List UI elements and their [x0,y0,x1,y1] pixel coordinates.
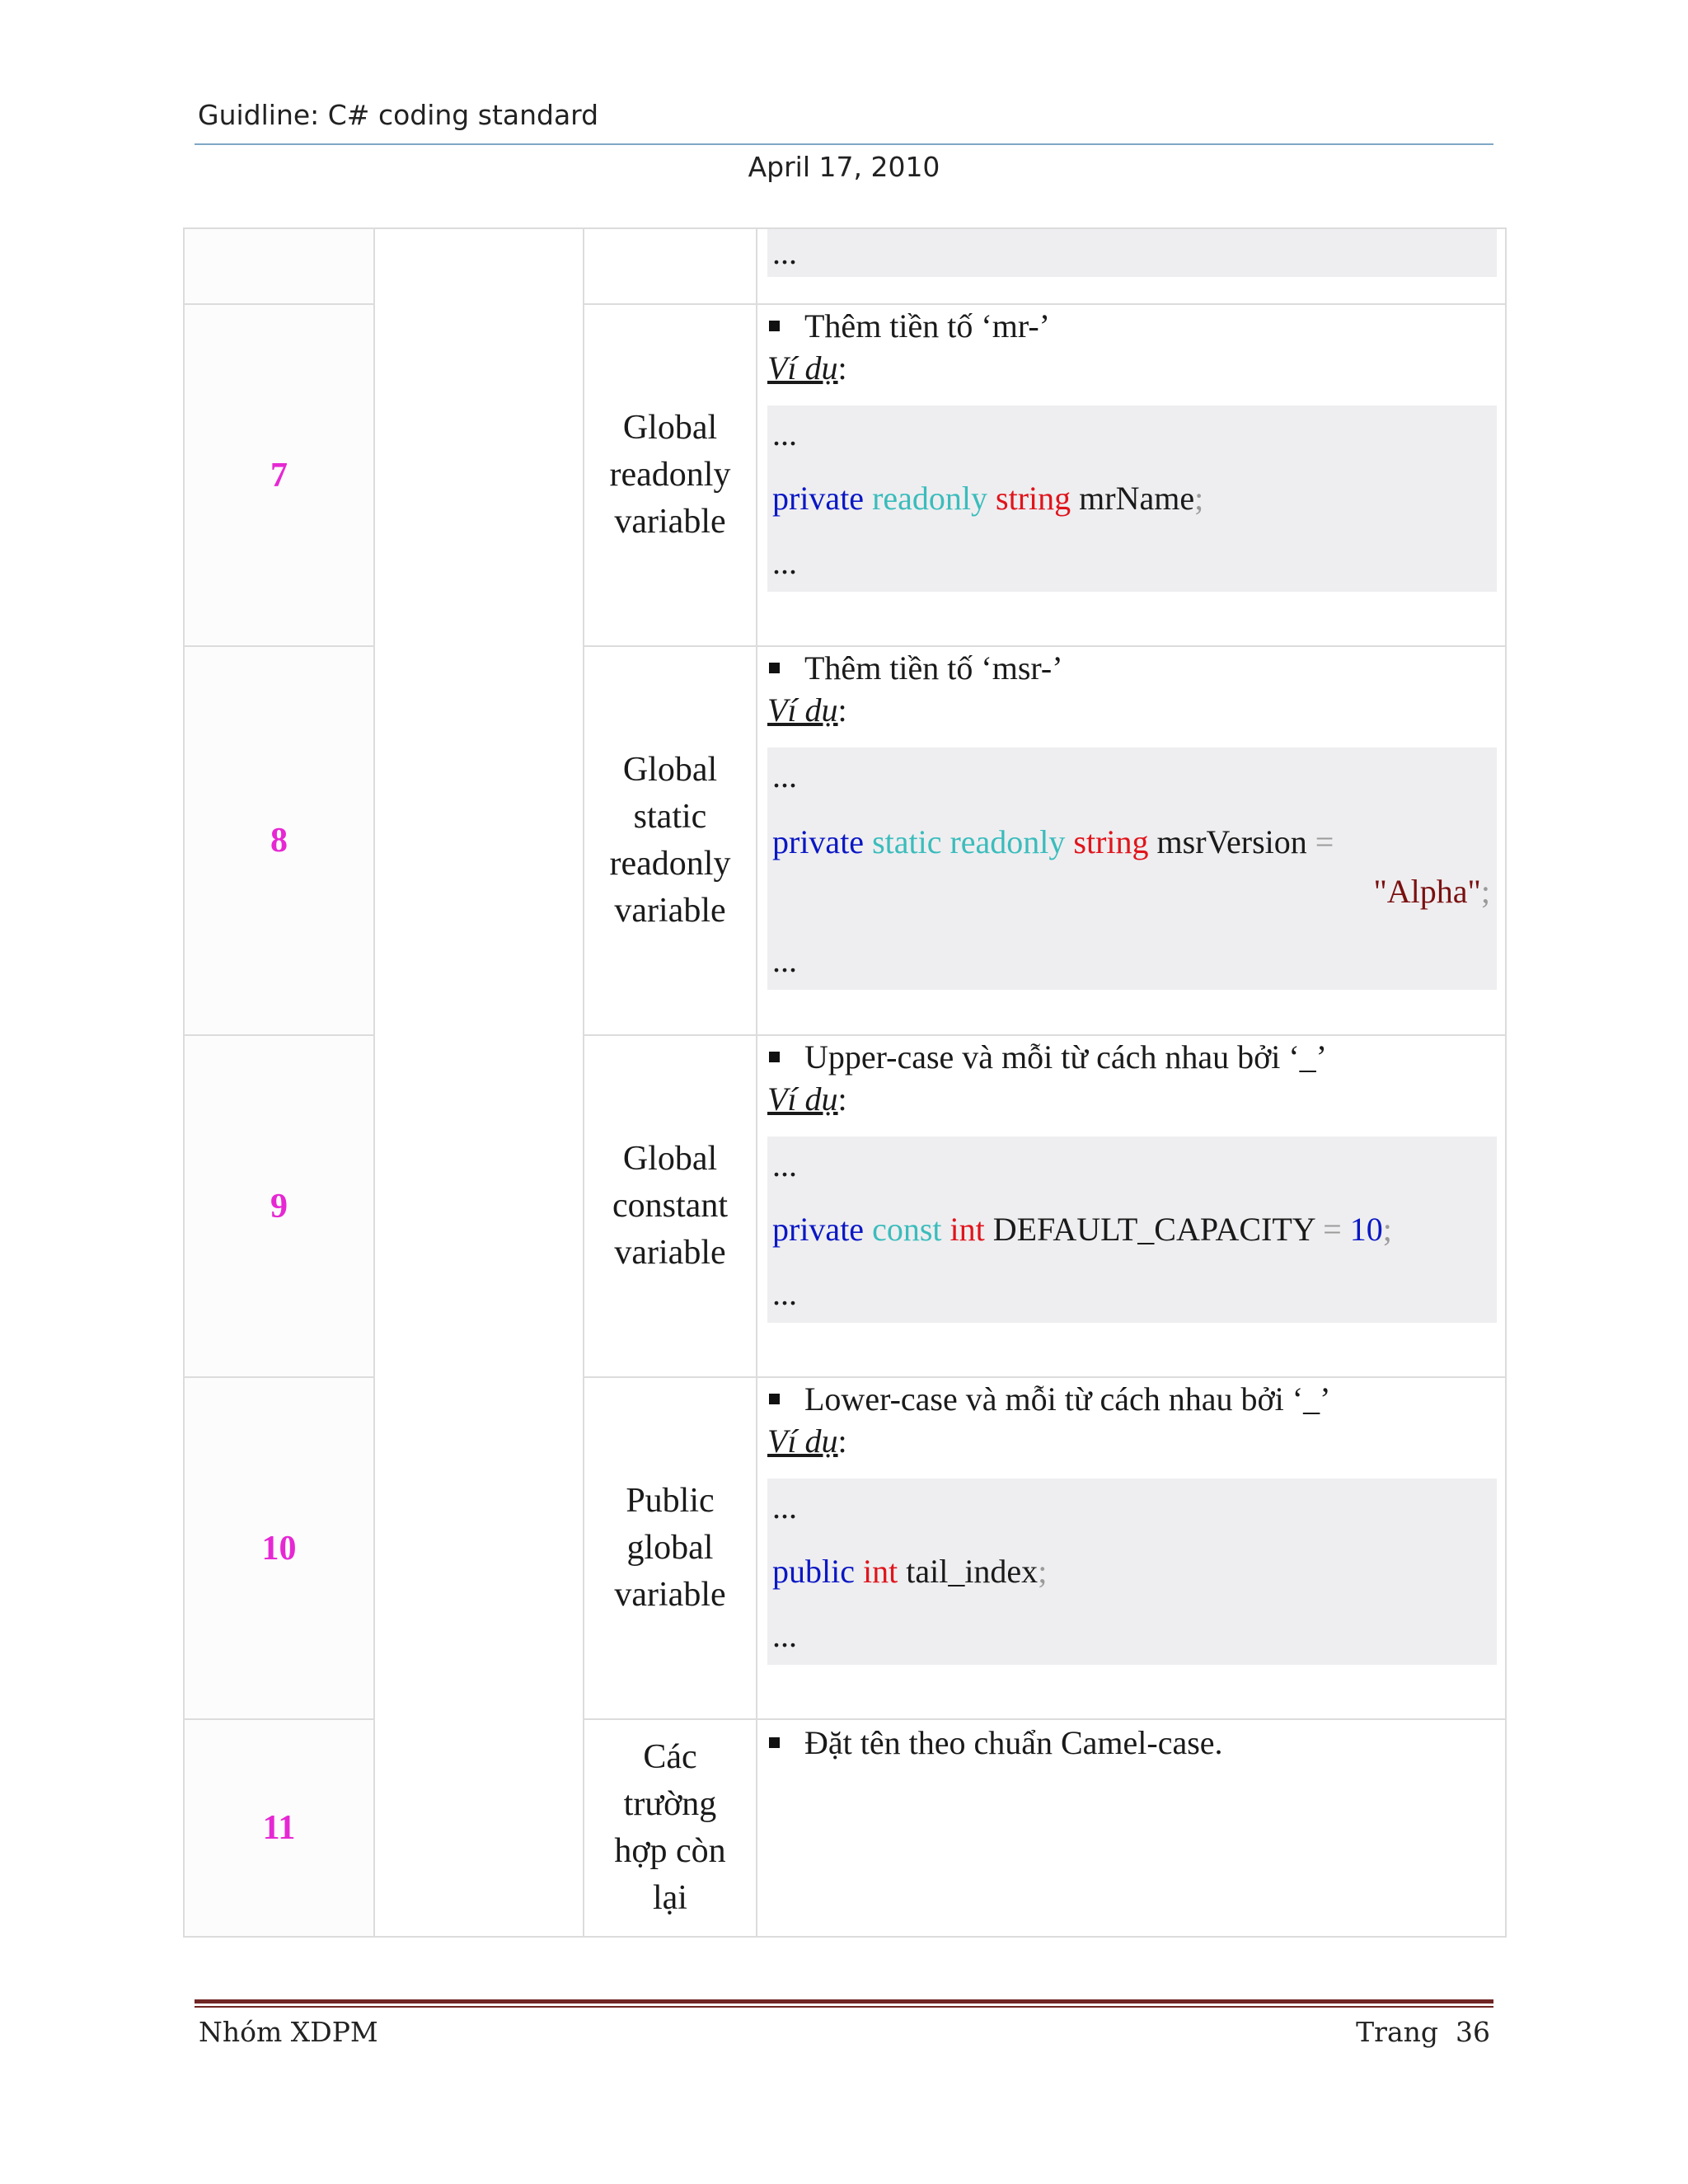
code-line [772,1536,1490,1607]
code-keyword: readonly [872,480,988,517]
rule-text: Upper-case và mỗi từ cách nhau bởi ‘_’ [804,1038,1328,1076]
code-keyword: private [772,480,865,517]
code-keyword: string [1073,823,1149,860]
code-identifier: mrName [1079,480,1195,517]
page-number: 36 [1456,2016,1490,2048]
code-keyword: static readonly [872,823,1066,860]
number-cell [184,1719,374,1937]
rule-bullet [767,1722,1497,1765]
rule-bullet [767,1378,1497,1421]
table-row-continuation [184,228,1506,304]
code-line: ... [772,1488,797,1526]
rule-text: Thêm tiền tố ‘msr-’ [804,649,1063,687]
code-keyword: string [996,480,1071,517]
category-cell [584,304,757,646]
category-cell [584,228,757,304]
code-line: ... [772,757,797,794]
row-number: 7 [270,456,288,494]
code-identifier: tail_index [906,1553,1039,1590]
code-operator: = [1315,823,1334,860]
bullet-square-icon [769,1737,780,1748]
code-line: ... [772,234,797,271]
code-keyword: const [872,1211,942,1248]
header-date: April 17, 2010 [748,151,940,183]
category-cell [584,1719,757,1937]
category-cell [584,1377,757,1719]
bullet-square-icon [769,321,780,331]
code-block [767,1137,1497,1323]
rule-text: Lower-case và mỗi từ cách nhau bởi ‘_’ [804,1380,1331,1418]
naming-convention-table [183,227,1507,1938]
category-cell [584,646,757,1035]
header-title: Guidline: C# coding standard [198,99,599,131]
code-block [767,1479,1497,1665]
code-punctuation: ; [1038,1553,1048,1590]
code-line: ... [772,544,797,581]
description-cell [757,646,1506,1035]
row-number: 8 [270,822,288,860]
code-line: ... [772,1146,797,1183]
footer-page-indicator [1356,2016,1490,2048]
code-keyword: int [950,1211,985,1248]
example-label: Ví dụ: [767,1080,847,1118]
number-cell [184,228,374,304]
code-operator: = [1323,1211,1342,1248]
code-line: ... [772,415,797,452]
description-cell [757,1035,1506,1377]
bullet-square-icon [769,1052,780,1062]
code-block [767,405,1497,592]
code-punctuation: ; [1194,480,1204,517]
code-string: "Alpha" [1373,873,1481,910]
code-line-continuation [772,868,1490,916]
number-cell [184,1035,374,1377]
category-label: Các trường hợp còn lại [614,1738,726,1917]
code-identifier: msrVersion [1156,823,1307,860]
header-divider [195,143,1493,145]
row-number: 11 [262,1809,296,1847]
page-label: Trang [1356,2016,1439,2048]
number-cell [184,304,374,646]
code-line: ... [772,1275,797,1312]
rule-text: Thêm tiền tố ‘mr-’ [804,307,1050,344]
category-label: Public global variable [614,1482,726,1614]
category-label: Global constant variable [612,1140,728,1272]
code-punctuation: ; [1382,1211,1392,1248]
category-label: Global static readonly variable [609,751,731,930]
rule-bullet [767,305,1497,348]
code-block [767,229,1497,277]
code-number: 10 [1349,1211,1383,1248]
number-cell [184,1377,374,1719]
rule-text: Đặt tên theo chuẩn Camel-case. [804,1724,1223,1761]
code-keyword: private [772,1211,865,1248]
code-identifier: DEFAULT_CAPACITY [992,1211,1315,1248]
category-label: Global readonly variable [609,409,731,541]
code-keyword: private [772,823,865,860]
code-line [772,463,1490,534]
description-cell [757,304,1506,646]
bullet-square-icon [769,663,780,673]
code-line [772,1194,1490,1265]
description-cell [757,1719,1506,1937]
row-number: 9 [270,1187,288,1226]
code-punctuation: ; [1480,873,1490,910]
group-cell [374,228,584,1937]
example-label: Ví dụ: [767,349,847,387]
code-line: ... [772,942,797,979]
category-cell [584,1035,757,1377]
row-number: 10 [261,1529,297,1568]
footer-group-name: Nhóm XDPM [199,2016,378,2048]
description-cell [757,228,1506,304]
code-keyword: public [772,1553,855,1590]
footer-divider [195,1999,1493,2008]
rule-bullet [767,1036,1497,1079]
bullet-square-icon [769,1394,780,1404]
code-block [767,748,1497,990]
rule-bullet [767,647,1497,690]
number-cell [184,646,374,1035]
code-line: ... [772,1617,797,1654]
example-label: Ví dụ: [767,691,847,729]
code-line [772,817,1490,868]
code-keyword: int [862,1553,898,1590]
example-label: Ví dụ: [767,1422,847,1460]
description-cell [757,1377,1506,1719]
